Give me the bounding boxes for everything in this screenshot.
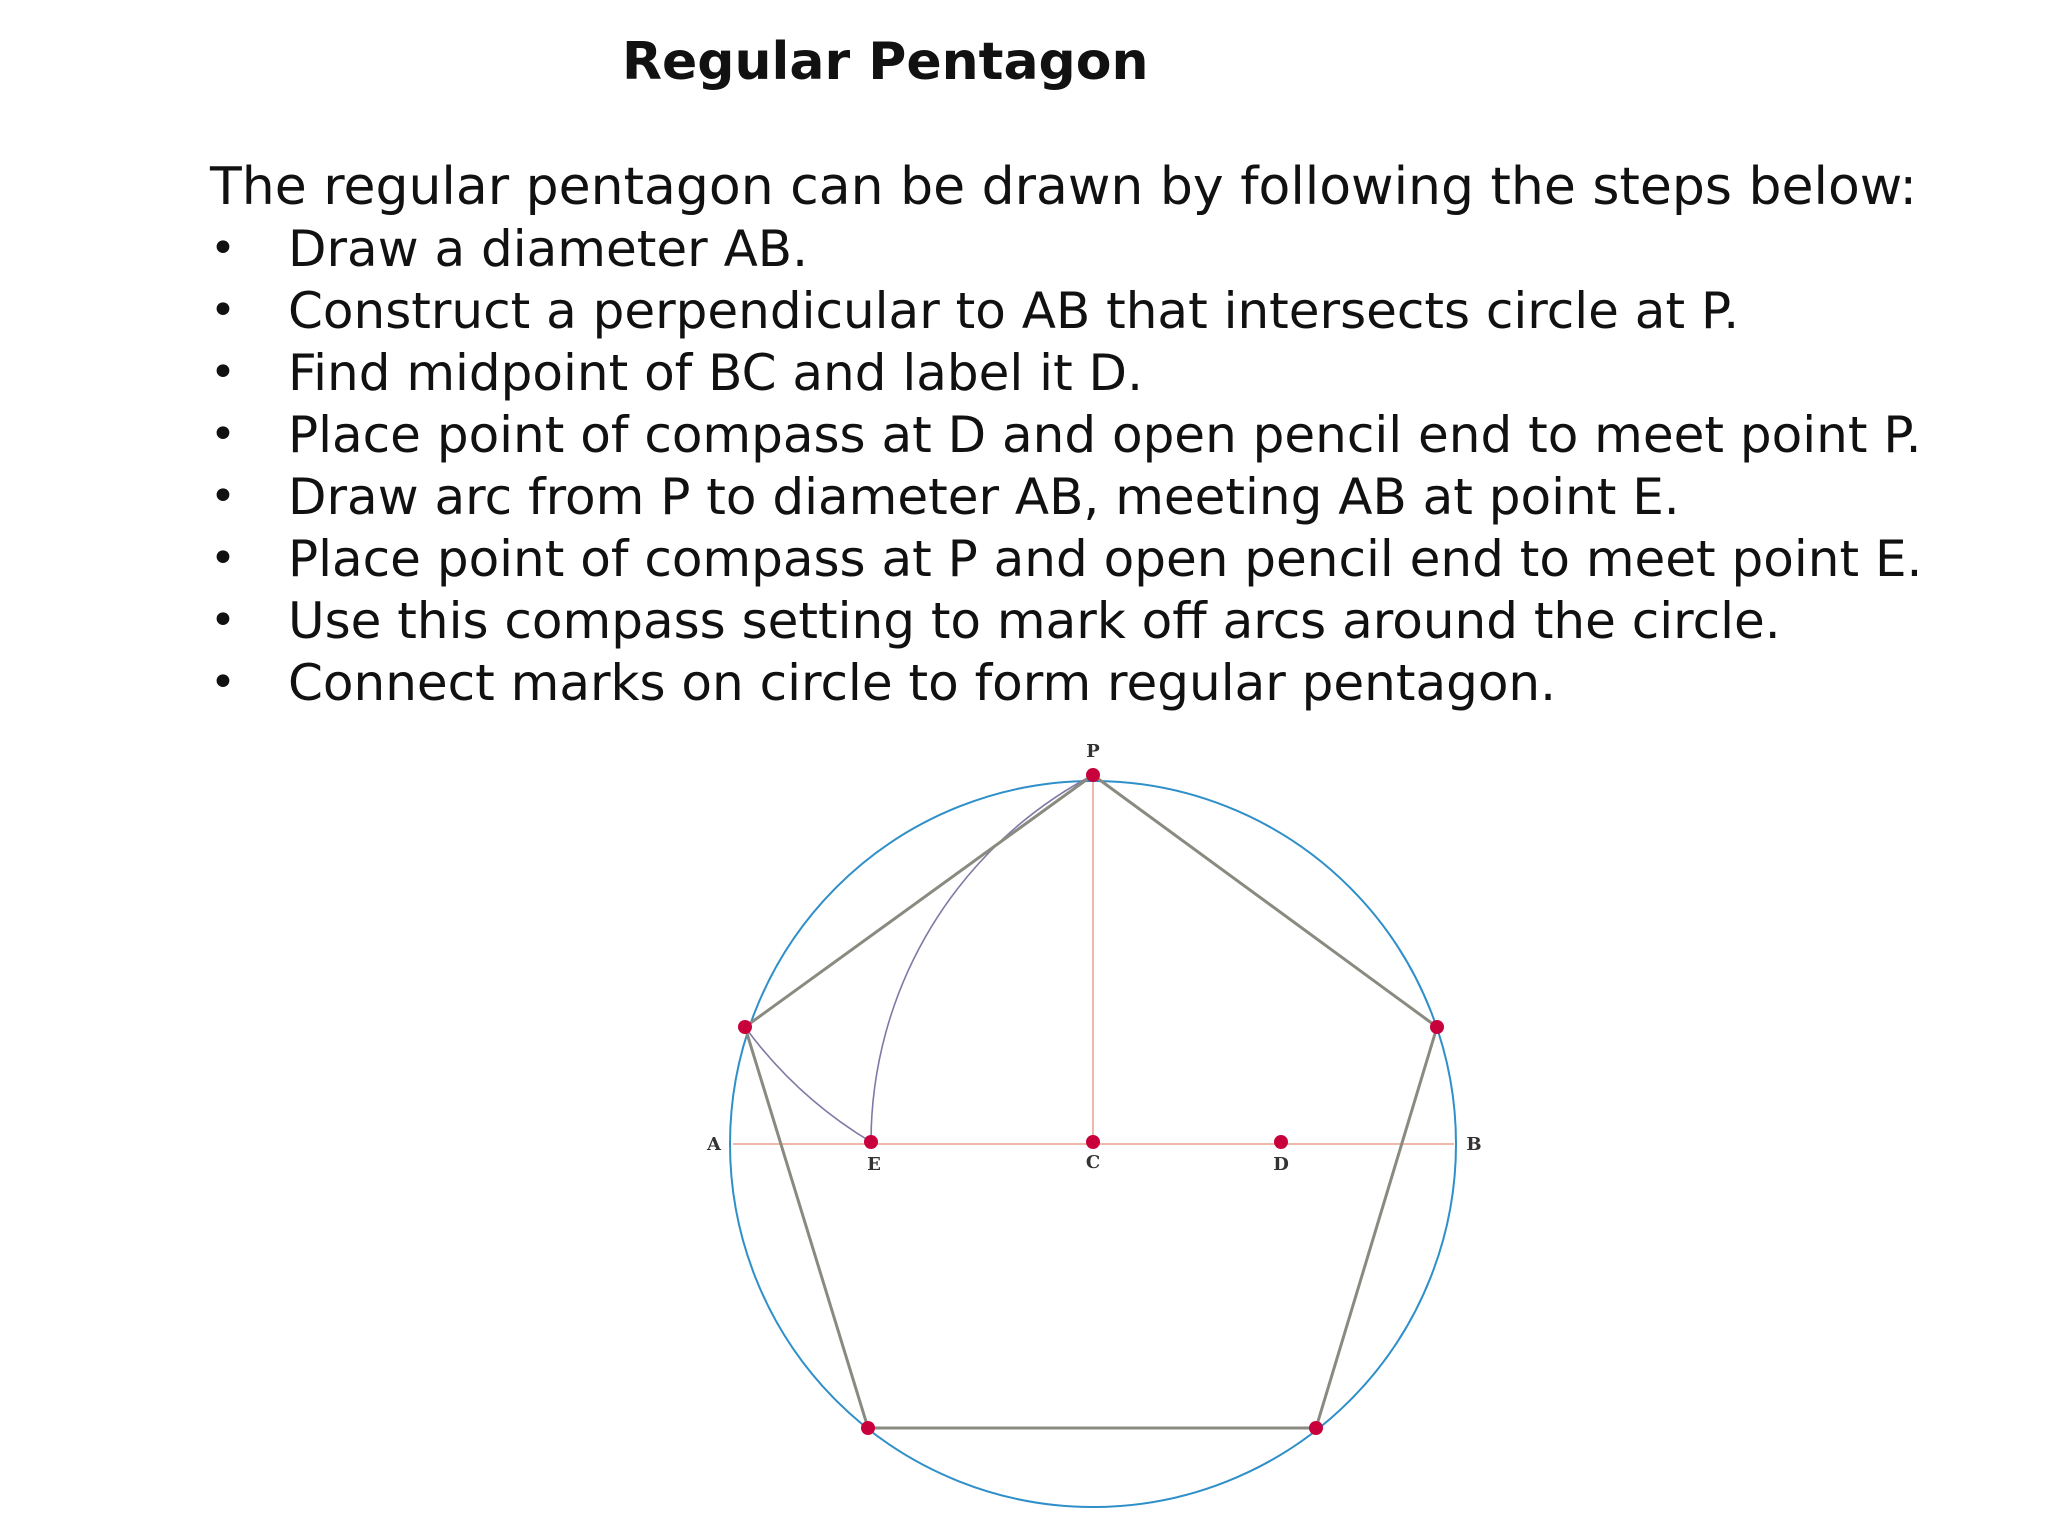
step-text: Find midpoint of BC and label it D. [288, 344, 1143, 402]
bullet-icon: • [210, 409, 236, 460]
bullet-icon: • [210, 223, 236, 274]
step-text: Place point of compass at D and open pencil end to meet point P. [288, 406, 1922, 464]
bullet-icon: • [210, 595, 236, 646]
label-p: P [1086, 741, 1100, 762]
vertex-bottom-left [861, 1421, 875, 1435]
bullet-icon: • [210, 347, 236, 398]
bullet-icon: • [210, 533, 236, 584]
label-c: C [1085, 1152, 1101, 1173]
vertex-bottom-right [1309, 1421, 1323, 1435]
label-d: D [1273, 1154, 1289, 1175]
point-p [1086, 768, 1100, 782]
step-text: Draw a diameter AB. [288, 220, 808, 278]
bullet-icon: • [210, 285, 236, 336]
step-text: Use this compass setting to mark off arcs around the circle. [288, 592, 1781, 650]
bullet-icon: • [210, 657, 236, 708]
vertex-left [738, 1020, 752, 1034]
point-c [1086, 1135, 1100, 1149]
step-text: Construct a perpendicular to AB that intersects circle at P. [288, 282, 1740, 340]
label-e: E [867, 1154, 881, 1175]
intro-text: The regular pentagon can be drawn by following the steps below: [210, 157, 1917, 217]
label-b: B [1466, 1134, 1482, 1155]
page-title: Regular Pentagon [622, 32, 1149, 92]
label-a: A [707, 1134, 721, 1155]
arc-p-to-e [871, 775, 1093, 1142]
step-text: Connect marks on circle to form regular pentagon. [288, 654, 1557, 712]
point-d [1274, 1135, 1288, 1149]
step-text: Place point of compass at P and open pencil end to meet point E. [288, 530, 1923, 588]
bullet-icon: • [210, 471, 236, 522]
step-text: Draw arc from P to diameter AB, meeting AB at point E. [288, 468, 1680, 526]
point-e [864, 1135, 878, 1149]
vertex-right [1430, 1020, 1444, 1034]
